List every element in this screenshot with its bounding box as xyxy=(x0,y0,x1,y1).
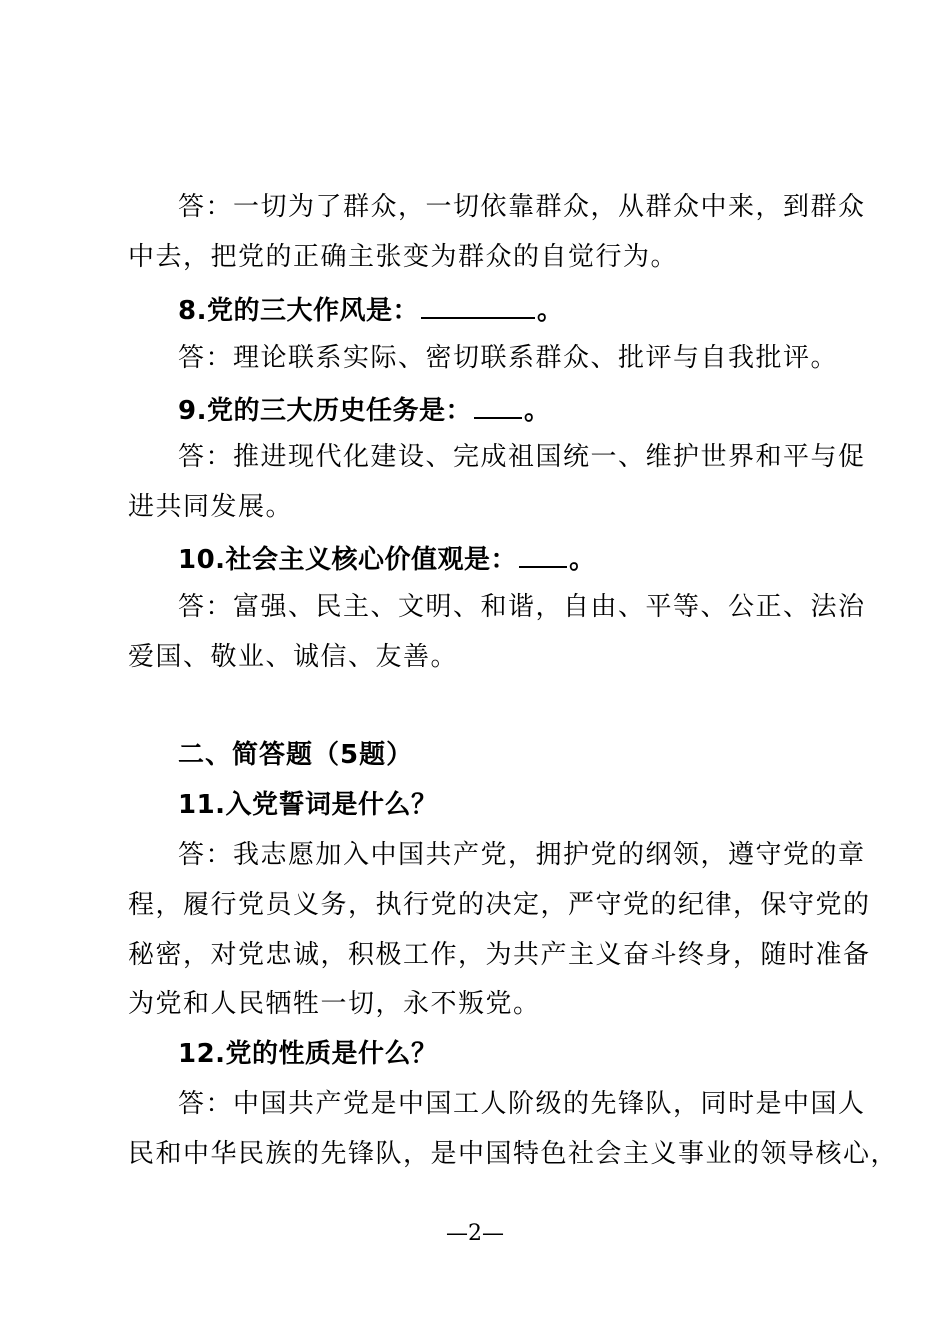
answer-10-line-1: 答：富强、民主、文明、和谐，自由、平等、公正、法治 xyxy=(178,592,866,622)
question-8-text: 8.党的三大作风是： xyxy=(178,296,419,326)
answer-7-line-2: 中去，把党的正确主张变为群众的自觉行为。 xyxy=(128,242,679,272)
answer-8-line-1: 答：理论联系实际、密切联系群众、批评与自我批评。 xyxy=(178,343,839,373)
answer-12-line-2: 民和中华民族的先锋队，是中国特色社会主义事业的领导核心， xyxy=(128,1139,899,1169)
answer-12-line-1: 答：中国共产党是中国工人阶级的先锋队，同时是中国人 xyxy=(178,1089,866,1119)
fill-in-blank xyxy=(519,542,567,568)
fill-in-blank xyxy=(474,393,522,419)
question-12: 12.党的性质是什么？ xyxy=(178,1039,438,1069)
question-9 xyxy=(178,393,550,426)
question-10-text: 10.社会主义核心价值观是： xyxy=(178,545,518,575)
answer-9-line-2: 进共同发展。 xyxy=(128,492,294,522)
question-8-end: 。 xyxy=(536,296,564,326)
question-10-end: 。 xyxy=(569,545,596,575)
question-8 xyxy=(178,293,563,326)
answer-11-line-3: 秘密，对党忠诚，积极工作，为共产主义奋斗终身，随时准备 xyxy=(128,940,871,970)
question-9-end: 。 xyxy=(523,396,551,426)
answer-7-line-1: 答：一切为了群众，一切依靠群众，从群众中来，到群众 xyxy=(178,192,866,222)
question-9-text: 9.党的三大历史任务是： xyxy=(178,396,472,426)
page-number: —2— xyxy=(446,1221,504,1246)
answer-11-line-4: 为党和人民牺牲一切，永不叛党。 xyxy=(128,989,541,1019)
question-11: 11.入党誓词是什么？ xyxy=(178,790,438,820)
answer-11-line-1: 答：我志愿加入中国共产党，拥护党的纲领，遵守党的章 xyxy=(178,840,866,870)
section-heading: 二、简答题（5题） xyxy=(178,740,414,770)
question-10 xyxy=(178,542,596,575)
answer-10-line-2: 爱国、敬业、诚信、友善。 xyxy=(128,642,459,672)
answer-11-line-2: 程，履行党员义务，执行党的决定，严守党的纪律，保守党的 xyxy=(128,890,871,920)
fill-in-blank xyxy=(421,293,535,319)
answer-9-line-1: 答：推进现代化建设、完成祖国统一、维护世界和平与促 xyxy=(178,442,866,472)
